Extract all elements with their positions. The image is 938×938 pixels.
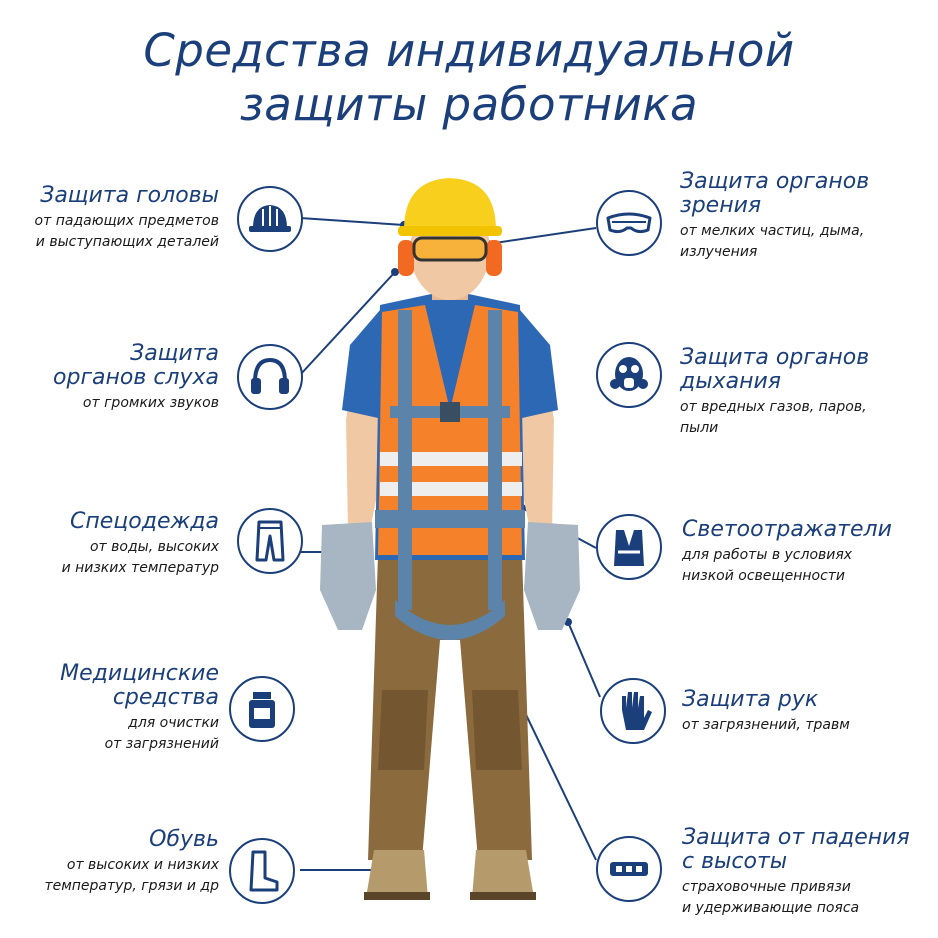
desc-line: температур, грязи и др <box>44 878 219 894</box>
desc-line: от мелких частиц, дыма, <box>680 223 865 239</box>
item-desc <box>680 221 869 263</box>
item-workwear <box>62 510 219 579</box>
item-heading: Защита рук <box>682 687 819 712</box>
item-fall-protection <box>682 826 910 919</box>
item-head-protection <box>35 184 219 253</box>
heading-line: органов слуха <box>53 365 219 390</box>
heading-line: зрения <box>680 193 762 218</box>
item-desc <box>62 537 219 579</box>
item-heading: Светоотражатели <box>682 517 892 542</box>
heading-line: Защита <box>130 341 219 366</box>
glove-icon <box>600 678 666 744</box>
item-footwear <box>44 828 219 897</box>
heading-line: дыхания <box>680 369 781 394</box>
item-heading <box>680 346 869 394</box>
harness-belt-icon <box>596 836 662 902</box>
item-heading: Спецодежда <box>70 509 219 534</box>
item-desc <box>682 545 892 587</box>
item-medical-supplies <box>60 662 219 755</box>
desc-line: и удерживающие пояса <box>682 900 860 916</box>
title-line-1: Средства индивидуальной <box>143 24 795 77</box>
heading-line: Медицинские <box>60 661 219 686</box>
desc-line: от падающих предметов <box>34 213 219 229</box>
heading-line: Защита органов <box>680 169 870 194</box>
desc-line: пыли <box>680 420 719 436</box>
item-desc <box>35 211 219 253</box>
heading-line: Защита органов <box>680 345 870 370</box>
desc-line: и выступающих деталей <box>35 234 219 250</box>
desc-line: страховочные привязи <box>682 879 851 895</box>
item-reflectors <box>682 518 892 587</box>
item-heading <box>60 662 219 710</box>
helmet-icon <box>237 186 303 252</box>
desc-line: и низких температур <box>61 560 219 576</box>
goggles-icon <box>596 190 662 256</box>
desc-line: от загрязнений, травм <box>682 717 850 733</box>
heading-line: средства <box>112 685 219 710</box>
item-eye-protection <box>680 170 869 263</box>
item-heading: Защита головы <box>40 183 219 208</box>
item-desc <box>682 715 850 736</box>
desc-line: низкой освещенности <box>682 568 846 584</box>
title-line-2: защиты работника <box>239 78 699 131</box>
boot-icon <box>229 838 295 904</box>
worker-illustration <box>300 170 600 910</box>
item-heading <box>680 170 869 218</box>
item-hearing-protection <box>53 342 219 414</box>
trousers-icon <box>237 508 303 574</box>
gas-mask-icon <box>596 342 662 408</box>
item-desc <box>682 877 910 919</box>
heading-line: с высоты <box>682 849 788 874</box>
desc-line: от громких звуков <box>82 395 219 411</box>
item-heading: Обувь <box>149 827 219 852</box>
item-desc <box>60 713 219 755</box>
desc-line: для очистки <box>128 715 219 731</box>
desc-line: излучения <box>680 244 758 260</box>
item-heading <box>682 826 910 874</box>
item-desc <box>44 855 219 897</box>
headphones-icon <box>237 344 303 410</box>
desc-line: от воды, высоких <box>89 539 219 555</box>
heading-line: Защита от падения <box>682 825 910 850</box>
jar-icon <box>229 676 295 742</box>
desc-line: от вредных газов, паров, <box>680 399 867 415</box>
desc-line: от высоких и низких <box>66 857 219 873</box>
item-desc <box>680 397 869 439</box>
item-hand-protection <box>682 688 850 736</box>
item-respiratory-protection <box>680 346 869 439</box>
desc-line: для работы в условиях <box>682 547 853 563</box>
vest-icon <box>596 514 662 580</box>
item-desc <box>53 393 219 414</box>
item-heading <box>53 342 219 390</box>
desc-line: от загрязнений <box>104 736 219 752</box>
